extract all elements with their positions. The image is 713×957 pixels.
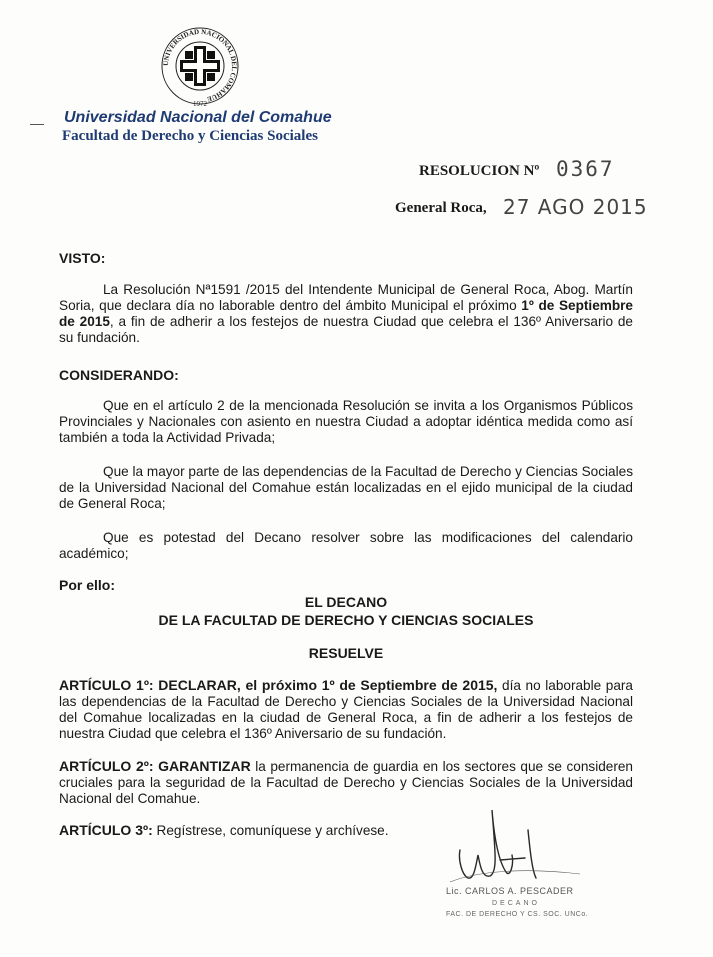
seal-year: 1972 [193, 100, 207, 108]
visto-paragraph [59, 282, 633, 346]
articulo-1-text: día no laborable para las dependencias de la Facultad de Derecho y Ciencias Sociales de la Universidad Nacional del Comahue localizadas en la ciudad de General Roca, a fin de adherir a los festejos de nuestra Ciudad que celebra el 136º Aniversario de su fundación. [59, 678, 633, 741]
handwritten-signature [440, 790, 590, 890]
seal-text: UNIVERSIDAD NACIONAL DEL COMAHUE [161, 27, 239, 104]
visto-text-pre: La Resolución Nª1591 /2015 del Intendente Municipal de General Roca, Abog. Martín Soria, que declara día no laborable dentro del ámbito Municipal el próximo [59, 282, 633, 313]
signatory-faculty: FAC. DE DERECHO Y CS. SOC. UNCo. [446, 911, 589, 918]
margin-mark [30, 124, 44, 125]
articulo-2-text: la permanencia de guardia en los sectores que se consideren cruciales para la seguridad de la Facultad de Derecho y Ciencias Sociales de la Universidad Nacional del Comahue. [59, 759, 633, 806]
articulo-3-title: ARTÍCULO 3º: [59, 822, 153, 838]
articulo-1 [59, 677, 633, 742]
considerando-heading: CONSIDERANDO: [59, 367, 179, 383]
considerando-paragraph-1: Que en el artículo 2 de la mencionada Resolución se invita a los Organismos Públicos Provinciales y Nacionales con asiento en nuestra Ciudad a adoptar idéntica medida como así también a toda la Actividad Privada; [59, 398, 633, 445]
place-label: General Roca, [395, 200, 487, 216]
articulo-2-title: ARTÍCULO 2º: GARANTIZAR [59, 758, 251, 774]
date-stamp: 27 AGO 2015 [503, 195, 648, 219]
decano-line-2: DE LA FACULTAD DE DERECHO Y CIENCIAS SOCIALES [158, 612, 534, 628]
university-name: Universidad Nacional del Comahue [64, 109, 332, 126]
resolution-label: RESOLUCION Nº [419, 163, 540, 179]
considerando-paragraph-3: Que es potestad del Decano resolver sobre las modificaciones del calendario académico; [59, 530, 633, 561]
decano-line-1: EL DECANO [304, 594, 388, 610]
por-ello: Por ello: [59, 577, 116, 593]
considerando-paragraph-2: Que la mayor parte de las dependencias de la Facultad de Derecho y Ciencias Sociales de la Universidad Nacional del Comahue están localizadas en el ejido municipal de la ciudad de General Roca; [59, 464, 633, 511]
faculty-name: Facultad de Derecho y Ciencias Sociales [62, 128, 318, 144]
articulo-3-text: Regístrese, comuníquese y archívese. [152, 823, 389, 838]
resolution-number: 0367 [556, 157, 615, 181]
signatory-role: DECANO [492, 900, 540, 907]
articulo-1-title: ARTÍCULO 1º: DECLARAR, el próximo 1º de Septiembre de 2015, [59, 677, 498, 693]
signatory-name: Lic. CARLOS A. PESCADER [446, 886, 574, 896]
university-seal [160, 26, 240, 108]
visto-text-post: , a fin de adherir a los festejos de nuestra Ciudad que celebra el 136º Aniversario de su fundación. [59, 314, 633, 345]
visto-heading: VISTO: [59, 250, 106, 266]
resuelve-heading: RESUELVE [308, 645, 384, 661]
visto-text-bold: 1º de Septiembre de 2015 [59, 298, 633, 329]
